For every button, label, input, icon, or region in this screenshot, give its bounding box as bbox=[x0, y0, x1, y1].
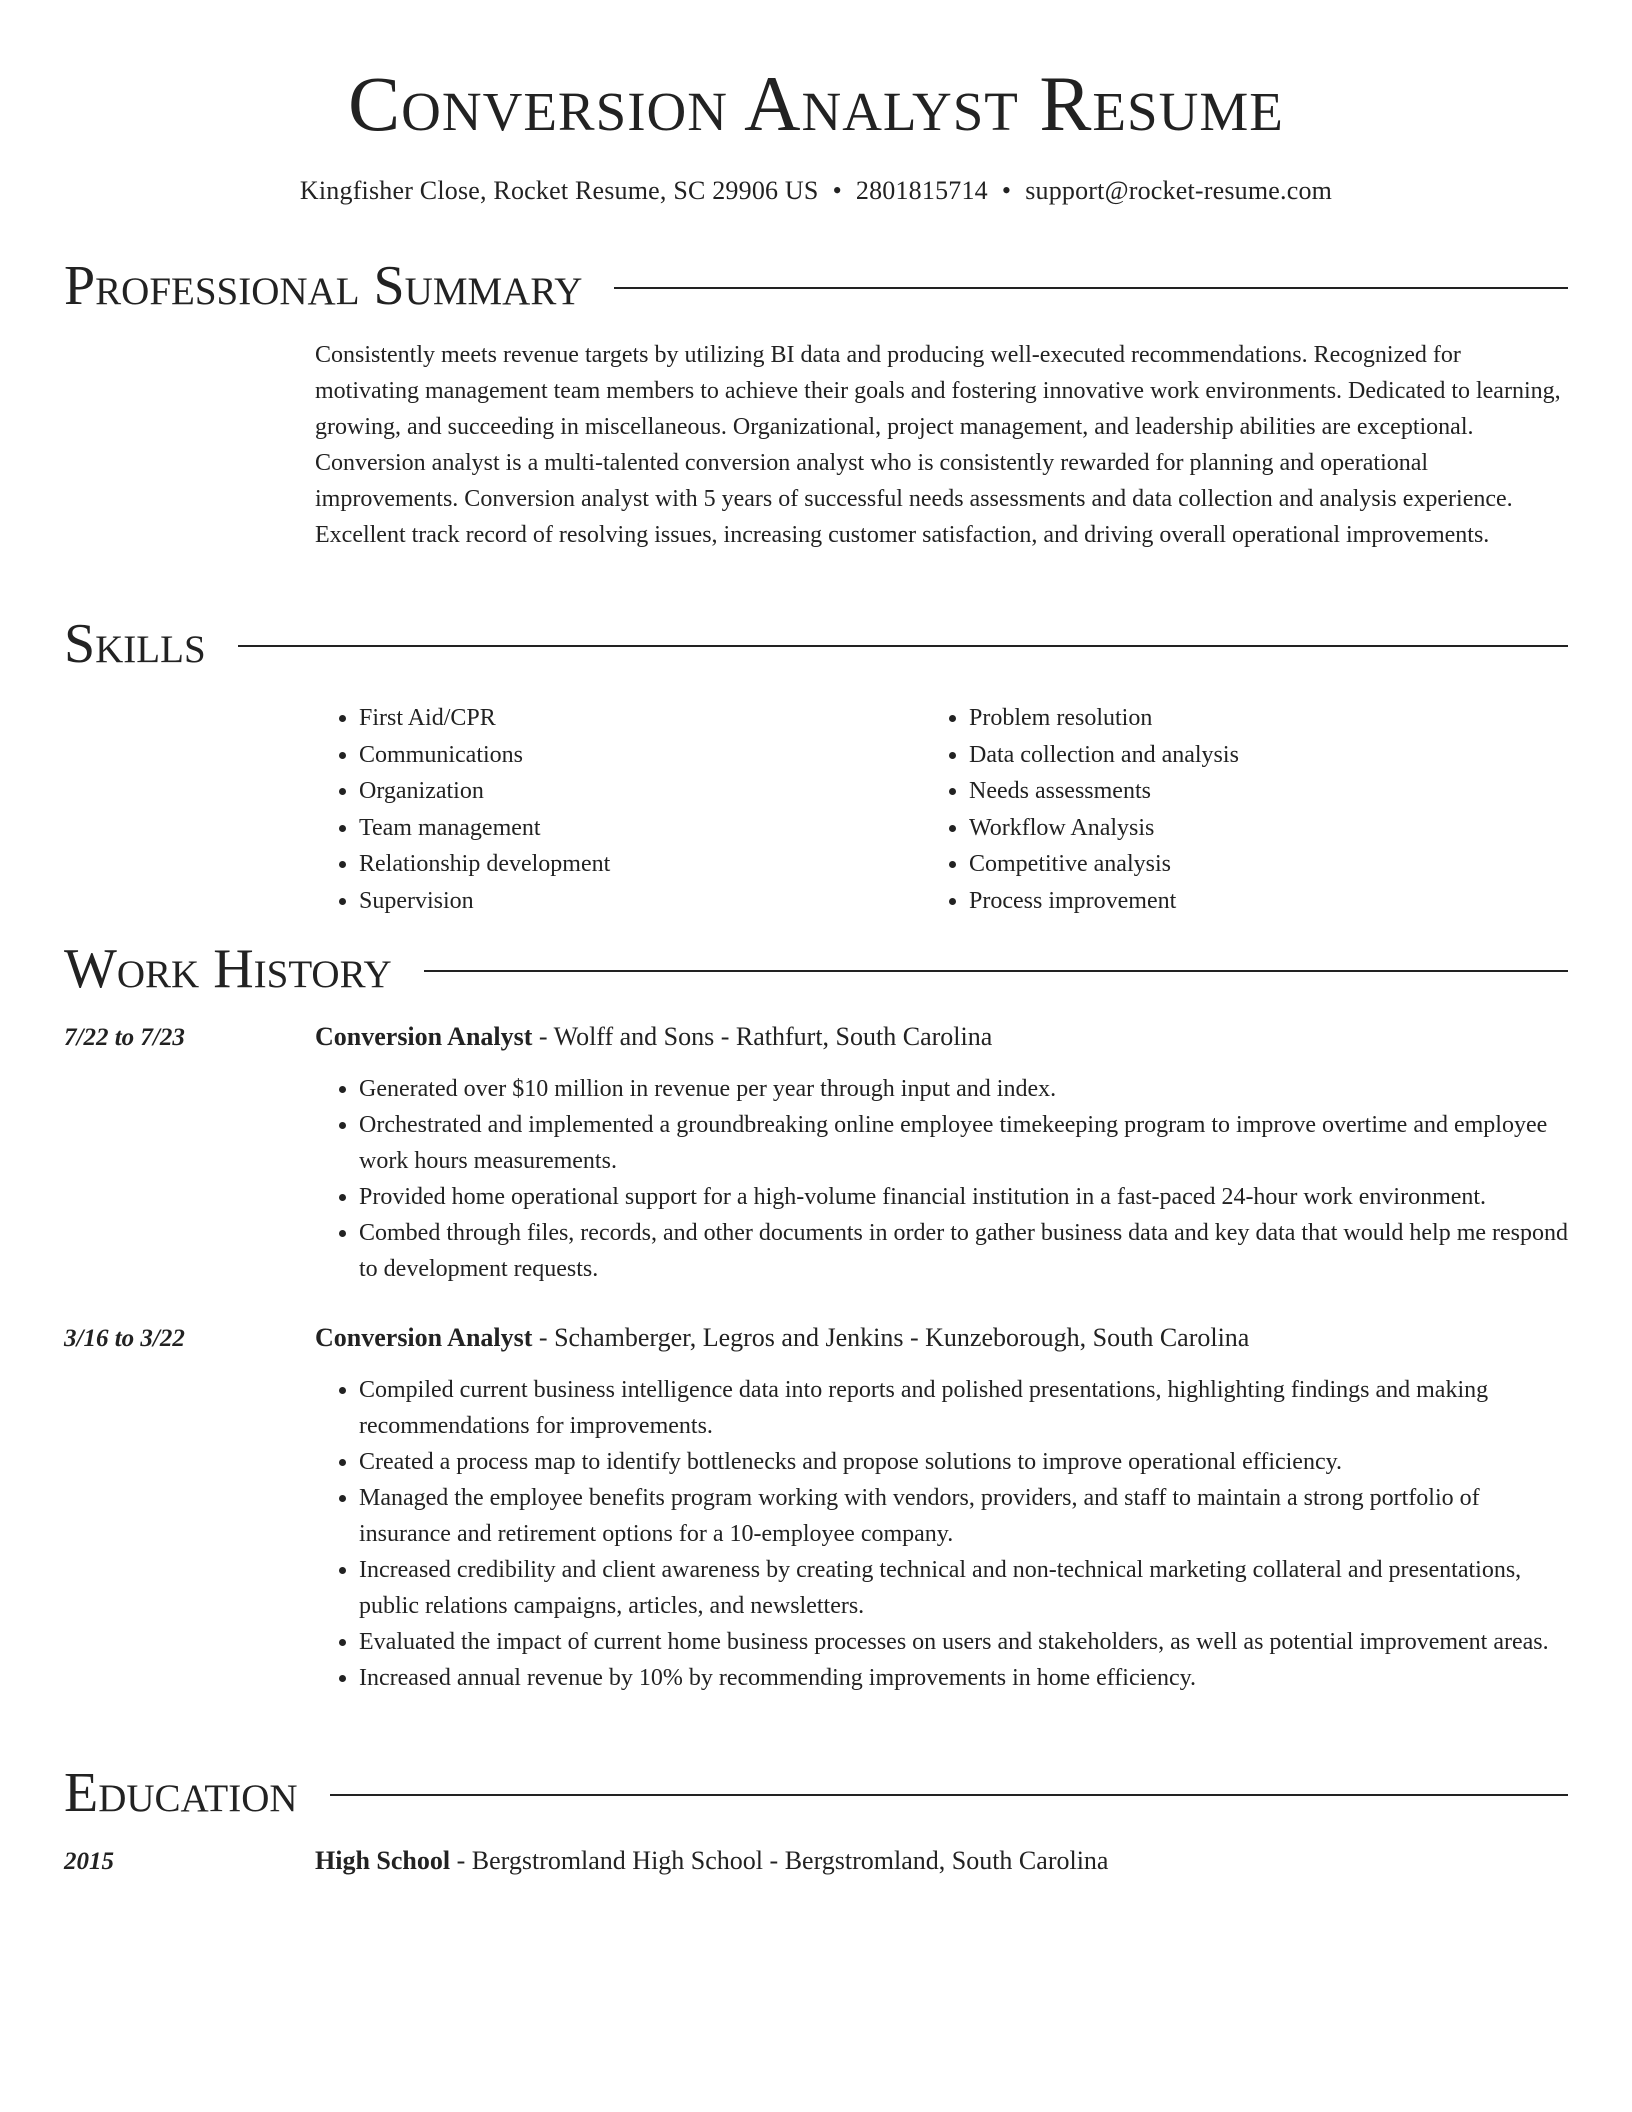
job-details: - Wolff and Sons - Rathfurt, South Carolina bbox=[532, 1022, 993, 1051]
section-title-skills: Skills bbox=[64, 613, 206, 675]
job-bullet: • Compiled current business intelligence data into reports and polished presentations, highlighting findings and making recommendations for improvements. bbox=[359, 1372, 1574, 1444]
education-details: - Bergstromland High School - Bergstromland, South Carolina bbox=[450, 1846, 1109, 1875]
job-bullet: • Generated over $10 million in revenue per year through input and index. bbox=[359, 1071, 1574, 1107]
section-header-education bbox=[64, 1761, 1568, 1825]
skill-item: • Workflow Analysis bbox=[969, 810, 1569, 847]
job-bullet: • Provided home operational support for a high-volume financial institution in a fast-paced 24-hour work environment. bbox=[359, 1179, 1574, 1215]
skill-item: • First Aid/CPR bbox=[359, 700, 919, 737]
contact-line bbox=[0, 174, 1632, 208]
section-header-summary bbox=[64, 254, 1568, 318]
job-bullet: • Combed through files, records, and other documents in order to gather business data and key data that would help me respond to development requests. bbox=[359, 1215, 1574, 1287]
section-header-skills bbox=[64, 612, 1568, 676]
job-position: Conversion Analyst bbox=[315, 1022, 533, 1051]
skill-item: • Problem resolution bbox=[969, 700, 1569, 737]
section-title-work-history: Work History bbox=[64, 938, 392, 1000]
skill-item: • Supervision bbox=[359, 883, 919, 920]
job-bullet: • Increased credibility and client awareness by creating technical and non-technical marketing collateral and presentations, public relations campaigns, articles, and newsletters. bbox=[359, 1552, 1574, 1624]
contact-email: support@rocket-resume.com bbox=[1025, 176, 1333, 205]
job-bullet: • Managed the employee benefits program working with vendors, providers, and staff to maintain a strong portfolio of insurance and retirement options for a 10-employee company. bbox=[359, 1480, 1574, 1552]
section-divider bbox=[330, 1794, 1568, 1796]
skill-item: • Relationship development bbox=[359, 846, 919, 883]
education-degree: High School bbox=[315, 1846, 451, 1875]
contact-separator: • bbox=[1001, 176, 1012, 205]
job-bullet: • Evaluated the impact of current home business processes on users and stakeholders, as well as potential improvement areas. bbox=[359, 1624, 1574, 1660]
skill-item: • Data collection and analysis bbox=[969, 737, 1569, 774]
job-bullets bbox=[315, 1071, 1574, 1287]
education-year: 2015 bbox=[64, 1848, 114, 1875]
job-dates: 7/22 to 7/23 bbox=[64, 1024, 185, 1051]
section-divider bbox=[424, 970, 1568, 972]
job-bullet: • Created a process map to identify bottlenecks and propose solutions to improve operational efficiency. bbox=[359, 1444, 1574, 1480]
contact-phone: 2801815714 bbox=[855, 176, 988, 205]
education-heading bbox=[315, 1844, 1568, 1878]
skill-item: • Needs assessments bbox=[969, 773, 1569, 810]
section-title-education: Education bbox=[64, 1762, 298, 1824]
contact-separator: • bbox=[832, 176, 842, 205]
summary-text: Consistently meets revenue targets by utilizing BI data and producing well-executed recommendations. Recognized for motivating management team members to achieve their goals and fostering innovative work environments. Dedicated to learning, growing, and succeeding in miscellaneous. Organizational, project management, and leadership abilities are exceptional. Conversion analyst is a multi-talented conversion analyst who is consistently rewarded for planning and operational improvements. Conversion analyst with 5 years of successful needs assessments and data collection and analysis experience. Excellent track record of resolving issues, increasing customer satisfaction, and driving overall operational improvements. bbox=[315, 342, 1561, 548]
job-bullet: • Increased annual revenue by 10% by recommending improvements in home efficiency. bbox=[359, 1660, 1574, 1696]
section-title-summary: Professional Summary bbox=[64, 255, 583, 317]
contact-address: Kingfisher Close, Rocket Resume, SC 29906 US bbox=[299, 176, 819, 205]
job-bullets bbox=[315, 1372, 1574, 1696]
skill-item: • Process improvement bbox=[969, 883, 1569, 920]
job-dates: 3/16 to 3/22 bbox=[64, 1325, 185, 1352]
job-bullet: • Orchestrated and implemented a groundbreaking online employee timekeeping program to improve overtime and employee work hours measurements. bbox=[359, 1107, 1574, 1179]
resume-title: Conversion Analyst Resume bbox=[348, 60, 1284, 147]
section-header-work-history bbox=[64, 937, 1568, 1001]
section-divider bbox=[614, 287, 1568, 289]
skill-item: • Organization bbox=[359, 773, 919, 810]
job-heading bbox=[315, 1020, 1568, 1054]
skills-list-left bbox=[315, 700, 919, 919]
section-divider bbox=[238, 645, 1568, 647]
job-position: Conversion Analyst bbox=[315, 1323, 533, 1352]
skills-list-right bbox=[925, 700, 1569, 919]
job-details: - Schamberger, Legros and Jenkins - Kunzeborough, South Carolina bbox=[532, 1323, 1250, 1352]
job-heading bbox=[315, 1321, 1568, 1355]
skill-item: • Competitive analysis bbox=[969, 846, 1569, 883]
skill-item: • Communications bbox=[359, 737, 919, 774]
skill-item: • Team management bbox=[359, 810, 919, 847]
